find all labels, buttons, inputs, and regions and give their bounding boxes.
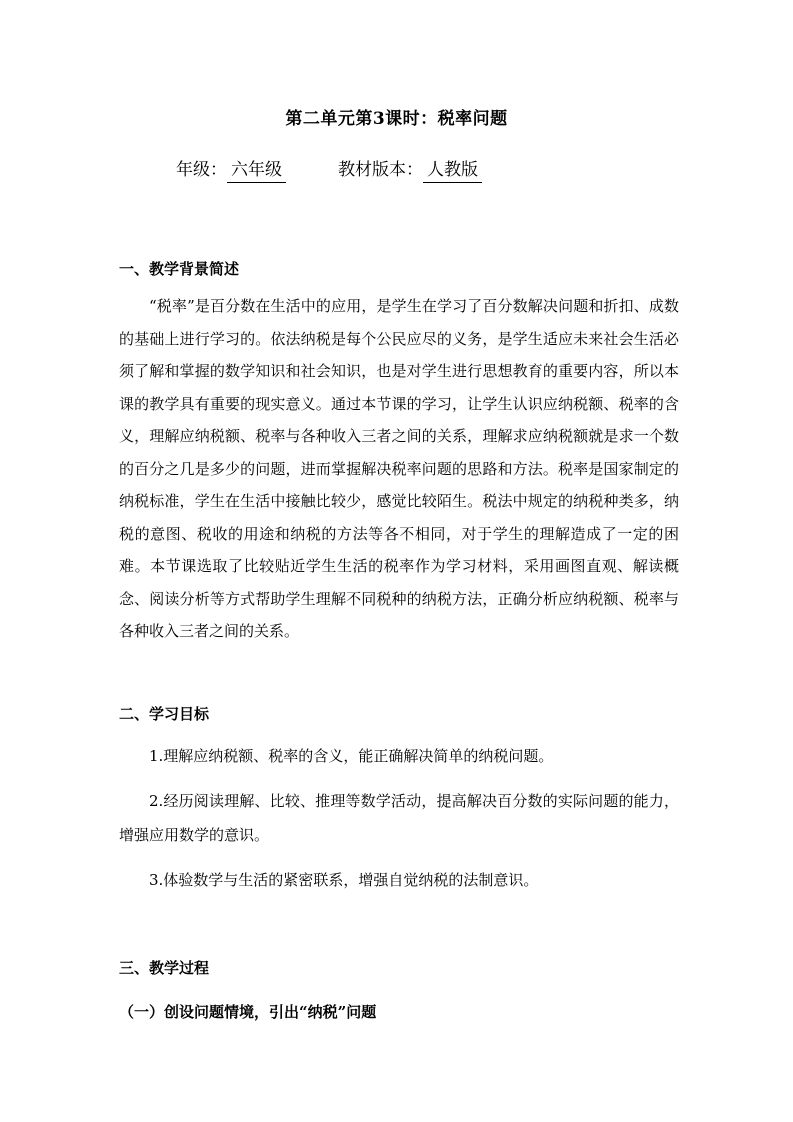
edition-value: 人教版 — [423, 159, 482, 183]
process-subheading: （一）创设问题情境，引出“纳税”问题 — [119, 1003, 377, 1021]
objective-item-2: 2.经历阅读理解、比较、推理等数学活动，提高解决百分数的实际问题的能力，增强应用数学的意识。 — [119, 792, 679, 844]
objective-item-1: 1.理解应纳税额、税率的含义，能正确解决简单的纳税问题。 — [149, 747, 554, 765]
lesson-meta — [176, 159, 482, 183]
edition-label: 教材版本： — [338, 160, 423, 180]
objective-item-3: 3.体验数学与生活的紧密联系，增强自觉纳税的法制意识。 — [149, 871, 539, 889]
document-title: 第二单元第3课时：税率问题 — [285, 109, 508, 129]
section-heading-background: 一、教学背景简述 — [119, 260, 240, 278]
grade-label: 年级： — [176, 160, 227, 180]
grade-value: 六年级 — [227, 159, 286, 183]
section-heading-process: 三、教学过程 — [119, 959, 210, 977]
section-heading-objectives: 二、学习目标 — [119, 705, 210, 723]
background-paragraph: “税率”是百分数在生活中的应用，是学生在学习了百分数解决问题和折扣、成数的基础上进行学习的。依法纳税是每个公民应尽的义务，是学生适应未来社会生活必须了解和掌握的数学知识和社会知识，也是对学生进行思想教育的重要内容，所以本课的教学具有重要的现实意义。通过本节课的学习，让学生认识应纳税额、税率的含义，理解应纳税额、税率与各种收入三者之间的关系，理解求应纳税额就是求一个数的百分之几是多少的问题，进而掌握解决税率问题的思路和方法。税率是国家制定的纳税标准，学生在生活中接触比较少，感觉比较陌生。税法中规定的纳税种类多，纳税的意图、税收的用途和纳税的方法等各不相同，对于学生的理解造成了一定的困难。本节课选取了比较贴近学生生活的税率作为学习材料，采用画图直观、解读概念、阅读分析等方式帮助学生理解不同税种的纳税方法，正确分析应纳税额、税率与各种收入三者之间的关系。 — [119, 297, 679, 640]
